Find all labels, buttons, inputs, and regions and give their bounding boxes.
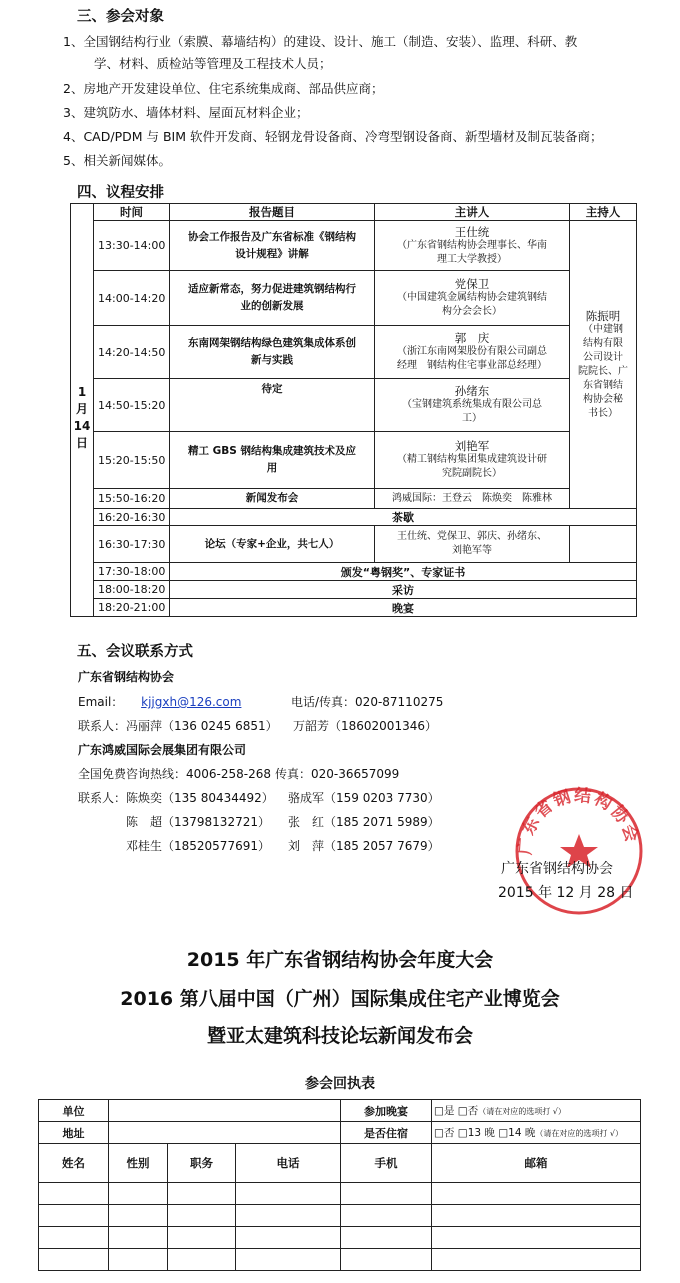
list-item: 学、材料、质检站等管理及工程技术人员； [94, 56, 332, 71]
contact-person: 刘 萍（185 2057 7679） [288, 839, 440, 853]
table-row[interactable] [39, 1205, 641, 1227]
contact-person: 张 红（185 2071 5989） [288, 815, 440, 829]
speaker-cell: 郭 庆 （浙江东南网架股份有限公司副总 经理 钢结构住宅事业部总经理） [375, 326, 570, 379]
col-gender: 性别 [109, 1144, 168, 1183]
date-cell: 1 月 14 日 [71, 221, 94, 617]
list-item: 2、房地产开发建设单位、住宅系统集成商、部品供应商； [63, 81, 384, 96]
table-row[interactable] [39, 1249, 641, 1271]
signature-org: 广东省钢结构协会 [501, 861, 613, 877]
reply-form-table [38, 1099, 641, 1271]
contact-person: 联系人：冯丽萍（136 0245 6851） [78, 719, 278, 733]
page-title: 2015 年广东省钢结构协会年度大会 [186, 949, 494, 971]
span-cell: 茶歇 [170, 509, 637, 526]
header-time: 时间 [94, 204, 170, 221]
address-label: 地址 [39, 1122, 109, 1144]
org-name: 广东鸿威国际会展集团有限公司 [78, 743, 247, 757]
time-cell: 18:00-18:20 [94, 581, 170, 599]
time-cell: 14:50-15:20 [94, 379, 170, 432]
stay-options[interactable]: □否 □13 晚 □14 晚（请在对应的选项打 √） [432, 1122, 641, 1144]
svg-text:广东省钢结构协会: 广东省钢结构协会 [515, 785, 643, 856]
table-row [71, 379, 637, 432]
table-row [71, 271, 637, 326]
list-item: 1、全国钢结构行业（索膜、幕墙结构）的建设、设计、施工（制造、安装）、监理、科研、教 [63, 34, 578, 49]
col-phone: 电话 [236, 1144, 341, 1183]
span-cell: 晚宴 [170, 599, 637, 617]
page-title: 2016 第八届中国（广州）国际集成住宅产业博览会 [120, 988, 560, 1010]
speaker-cell: 鸿威国际：王登云 陈焕奕 陈雅林 [375, 489, 570, 509]
address-field[interactable] [109, 1122, 341, 1144]
section5-heading: 五、会议联系方式 [77, 644, 193, 660]
list-item: 4、CAD/PDM 与 BIM 软件开发商、轻钢龙骨设备商、冷弯型钢设备商、新型墙材及制瓦装备商； [63, 129, 603, 144]
table-row [71, 563, 637, 581]
header-speaker: 主讲人 [375, 204, 570, 221]
table-row [71, 489, 637, 509]
col-mobile: 手机 [341, 1144, 432, 1183]
header-topic: 报告题目 [170, 204, 375, 221]
contact-person: 邓桂生（18520577691） [126, 839, 270, 853]
host-cell: 陈振明 （中建钢 结构有限 公司设计 院院长、广 东省钢结 构协会秘 书长） [570, 221, 637, 509]
table-row [71, 581, 637, 599]
speaker-cell: 党保卫 （中国建筑金属结构协会建筑钢结 构分会会长） [375, 271, 570, 326]
hotline: 全国免费咨询热线：4006-258-268 [78, 767, 272, 781]
col-name: 姓名 [39, 1144, 109, 1183]
speaker-cell: 刘艳军 （精工钢结构集团集成建筑设计研 究院副院长） [375, 432, 570, 489]
stay-label: 是否住宿 [341, 1122, 432, 1144]
time-cell: 16:20-16:30 [94, 509, 170, 526]
time-cell: 13:30-14:00 [94, 221, 170, 271]
unit-field[interactable] [109, 1100, 341, 1122]
contact-person: 万韶芳（18602001346） [293, 719, 437, 733]
table-row[interactable] [39, 1227, 641, 1249]
reply-form-title: 参会回执表 [305, 1076, 375, 1092]
time-cell: 16:30-17:30 [94, 526, 170, 563]
speaker-cell: 王仕统、党保卫、郭庆、孙绪东、 刘艳军等 [375, 526, 570, 563]
span-cell: 采访 [170, 581, 637, 599]
table-row[interactable] [39, 1183, 641, 1205]
section3-heading: 三、参会对象 [77, 9, 164, 25]
time-cell: 17:30-18:00 [94, 563, 170, 581]
page-title: 暨亚太建筑科技论坛新闻发布会 [206, 1025, 473, 1047]
topic-cell: 新闻发布会 [170, 489, 375, 509]
table-row [71, 326, 637, 379]
contact-person: 陈 超（13798132721） [126, 815, 270, 829]
time-cell: 15:20-15:50 [94, 432, 170, 489]
section4-heading: 四、议程安排 [77, 185, 164, 201]
speaker-cell: 孙绪东 （宝钢建筑系统集成有限公司总 工） [375, 379, 570, 432]
org-name: 广东省钢结构协会 [78, 670, 175, 684]
dinner-label: 参加晚宴 [341, 1100, 432, 1122]
email-label: Email： [78, 695, 124, 709]
topic-cell: 协会工作报告及广东省标准《钢结构 设计规程》讲解 [170, 221, 375, 271]
topic-cell: 东南网架钢结构绿色建筑集成体系创 新与实践 [170, 326, 375, 379]
topic-cell: 待定 [170, 379, 375, 432]
table-row [71, 432, 637, 489]
topic-cell: 精工 GBS 钢结构集成建筑技术及应 用 [170, 432, 375, 489]
list-item: 3、建筑防水、墙体材料、屋面瓦材料企业； [63, 105, 309, 120]
signature-date: 2015 年 12 月 28 日 [498, 885, 634, 901]
contact-person: 骆成军（159 0203 7730） [288, 791, 440, 805]
col-position: 职务 [168, 1144, 236, 1183]
speaker-cell: 王仕统 （广东省钢结构协会理事长、华南 理工大学教授） [375, 221, 570, 271]
dinner-options[interactable]: □是 □否（请在对应的选项打 √） [432, 1100, 641, 1122]
email-link[interactable]: kjjgxh@126.com [141, 695, 242, 709]
table-row [71, 526, 637, 563]
tel-fax: 电话/传真：020-87110275 [291, 695, 444, 709]
unit-label: 单位 [39, 1100, 109, 1122]
email-row [78, 693, 241, 710]
span-cell: 颁发“粤钢奖”、专家证书 [170, 563, 637, 581]
table-row [71, 221, 637, 271]
agenda-table [70, 203, 637, 617]
fax: 传真：020-36657099 [275, 767, 400, 781]
table-row [71, 599, 637, 617]
topic-cell: 适应新常态，努力促进建筑钢结构行 业的创新发展 [170, 271, 375, 326]
contact-person: 联系人：陈焕奕（135 80434492） [78, 791, 274, 805]
time-cell: 18:20-21:00 [94, 599, 170, 617]
time-cell: 14:00-14:20 [94, 271, 170, 326]
table-row [71, 509, 637, 526]
col-email: 邮箱 [432, 1144, 641, 1183]
time-cell: 14:20-14:50 [94, 326, 170, 379]
topic-cell: 论坛（专家+企业，共七人） [170, 526, 375, 563]
list-item: 5、相关新闻媒体。 [63, 153, 171, 168]
time-cell: 15:50-16:20 [94, 489, 170, 509]
header-host: 主持人 [570, 204, 637, 221]
